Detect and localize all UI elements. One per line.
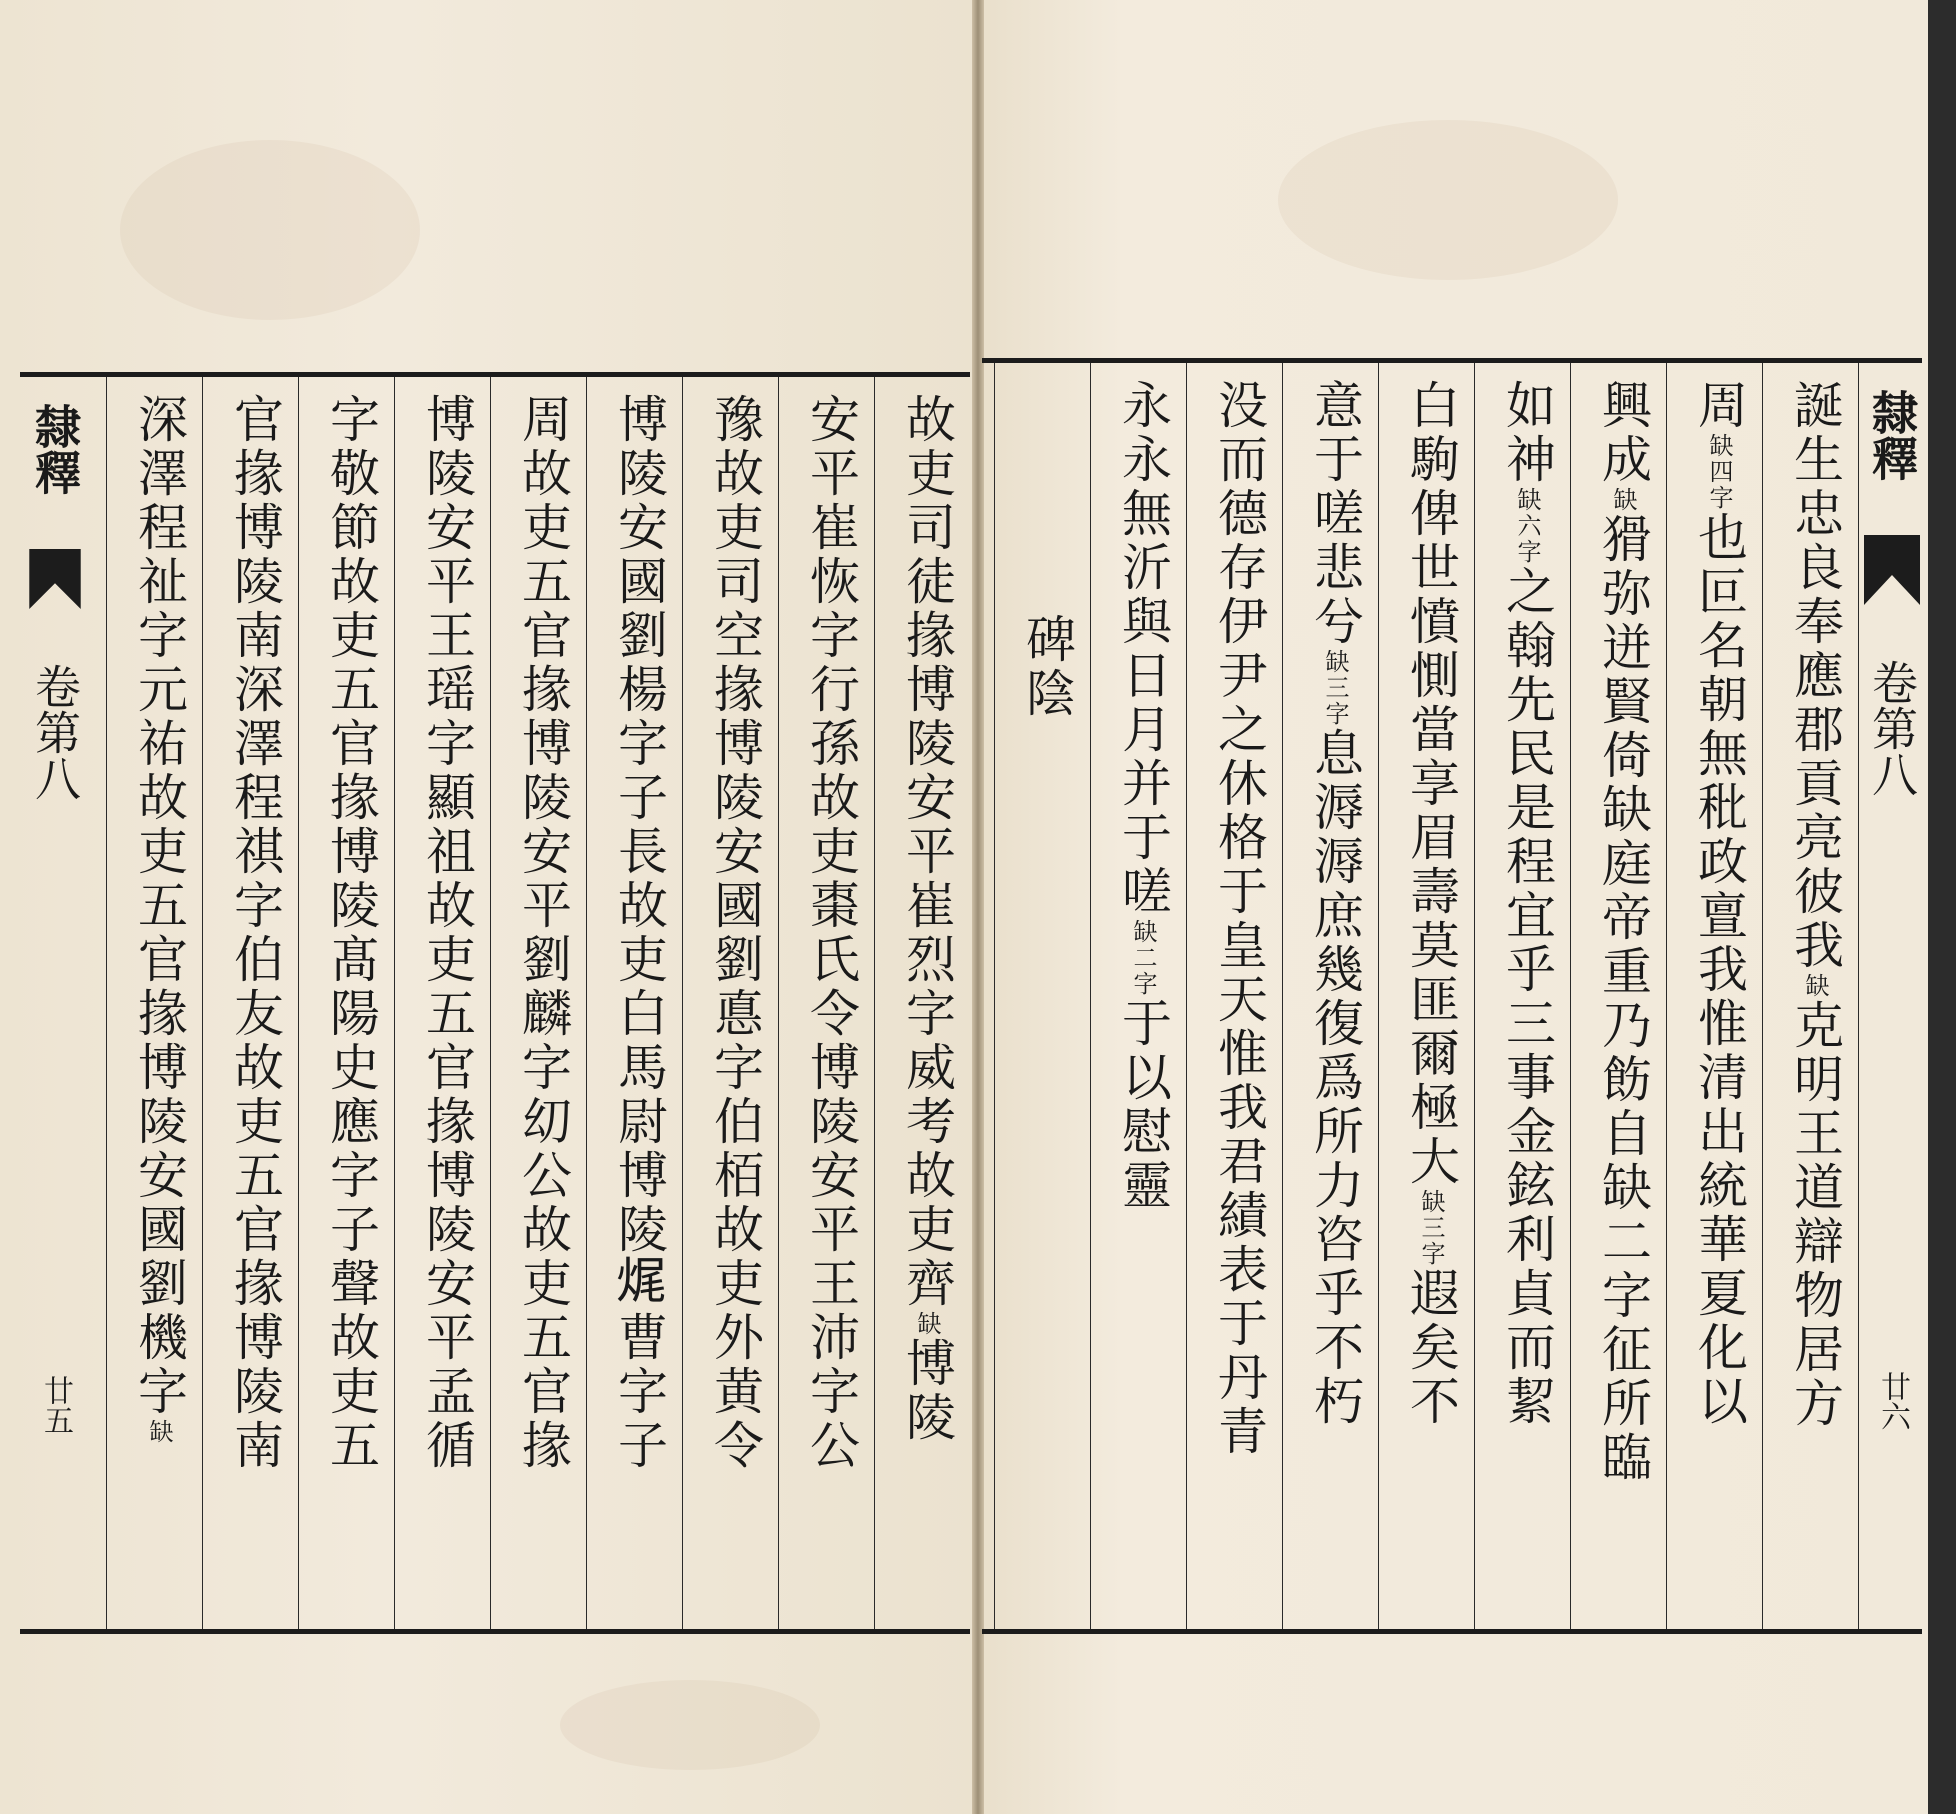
column-text: 官掾博陵南深澤程祺字伯友故吏五官掾博陵南	[226, 393, 284, 1473]
column-text: 字敬節故吏五官掾博陵髙陽史應字子聲故吏五	[322, 393, 380, 1473]
text-column	[1666, 363, 1762, 1629]
text-column	[778, 377, 874, 1629]
text-column	[994, 363, 1090, 1629]
text-column	[682, 377, 778, 1629]
stele-back-heading: 碑陰	[1018, 613, 1076, 721]
left-text-block	[20, 372, 970, 1634]
column-text: 遐矣不	[1402, 1267, 1460, 1429]
text-column	[106, 377, 202, 1629]
lacuna-note: 缺二字	[1129, 919, 1157, 997]
right-text-block	[982, 358, 1922, 1634]
fish-tail-mark-icon	[20, 549, 90, 609]
text-column	[490, 377, 586, 1629]
text-column	[1570, 363, 1666, 1629]
column-text: 周故吏五官掾博陵安平劉麟字㓜公故吏五官掾	[514, 393, 572, 1473]
column-text: 興成	[1594, 379, 1652, 487]
lacuna-note: 缺四字	[1705, 433, 1733, 511]
column-text: 猾弥迸賢倚缺庭帝重乃飭自缺二字征所臨	[1594, 513, 1652, 1485]
text-column	[1378, 363, 1474, 1629]
column-text: 博陵安國劉楊字子長故吏白馬尉博陵𤈦曹字子	[610, 393, 668, 1473]
text-column	[202, 377, 298, 1629]
lacuna-note: 缺	[1609, 487, 1637, 513]
column-text: 誕生忠良奉應郡貢亮彼我	[1786, 379, 1844, 973]
column-text: 故吏司徒掾博陵安平崔烈字威考故吏齊	[898, 393, 956, 1311]
column-text: 豫故吏司空掾博陵安國劉悳字伯栢故吏外黄令	[706, 393, 764, 1473]
text-column	[1186, 363, 1282, 1629]
column-text: 博陵安平王瑶字顯祖故吏五官掾博陵安平孟循	[418, 393, 476, 1473]
margin-title: 隸釋	[1865, 389, 1919, 481]
text-column	[1282, 363, 1378, 1629]
column-text: 周	[1690, 379, 1748, 433]
lacuna-note: 缺	[913, 1311, 941, 1337]
margin-volume: 卷第八	[1865, 659, 1919, 797]
text-column	[586, 377, 682, 1629]
column-text: 之翰先民是程宜乎三事金鉉利貞而絜	[1498, 565, 1556, 1429]
column-text: 永永無沂與日月并于嗟	[1114, 379, 1172, 919]
column-text: 也叵名朝無秕政亶我惟清出統華夏化以	[1690, 511, 1748, 1429]
text-column	[298, 377, 394, 1629]
margin-volume: 卷第八	[28, 663, 82, 801]
column-text: 白駒俾世憤惻當享眉壽莫匪爾極大	[1402, 379, 1460, 1189]
folio-number: 廿六	[1875, 1371, 1910, 1431]
column-text: 意于嗟悲兮	[1306, 379, 1364, 649]
text-column	[1474, 363, 1570, 1629]
column-text: 克明王道辯物居方	[1786, 999, 1844, 1431]
text-column	[1090, 363, 1186, 1629]
column-text: 安平崔恢字行孫故吏棗氏令博陵安平王沛字公	[802, 393, 860, 1473]
fish-tail-mark-icon	[1864, 535, 1920, 605]
column-text: 于以慰靈	[1114, 997, 1172, 1213]
left-margin-column	[20, 377, 90, 1629]
lacuna-note: 缺三字	[1417, 1189, 1445, 1267]
right-margin-column	[1858, 363, 1922, 1629]
column-text: 没而德存伊尹之休格于皇天惟我君績表于丹青	[1210, 379, 1268, 1459]
column-text: 息溽溽庶幾復爲所力咨乎不朽	[1306, 727, 1364, 1429]
text-column	[874, 377, 970, 1629]
lacuna-note: 缺三字	[1321, 649, 1349, 727]
lacuna-note: 缺	[145, 1419, 173, 1445]
margin-title: 隸釋	[28, 403, 82, 495]
lacuna-note: 缺	[1801, 973, 1829, 999]
folio-number: 廿五	[38, 1375, 73, 1435]
column-text: 博陵	[898, 1337, 956, 1445]
text-column	[1762, 363, 1858, 1629]
text-column	[394, 377, 490, 1629]
lacuna-note: 缺六字	[1513, 487, 1541, 565]
column-text: 深澤程祉字元祐故吏五官掾博陵安國劉機字	[130, 393, 188, 1419]
column-text: 如神	[1498, 379, 1556, 487]
page-edge	[1928, 0, 1956, 1814]
